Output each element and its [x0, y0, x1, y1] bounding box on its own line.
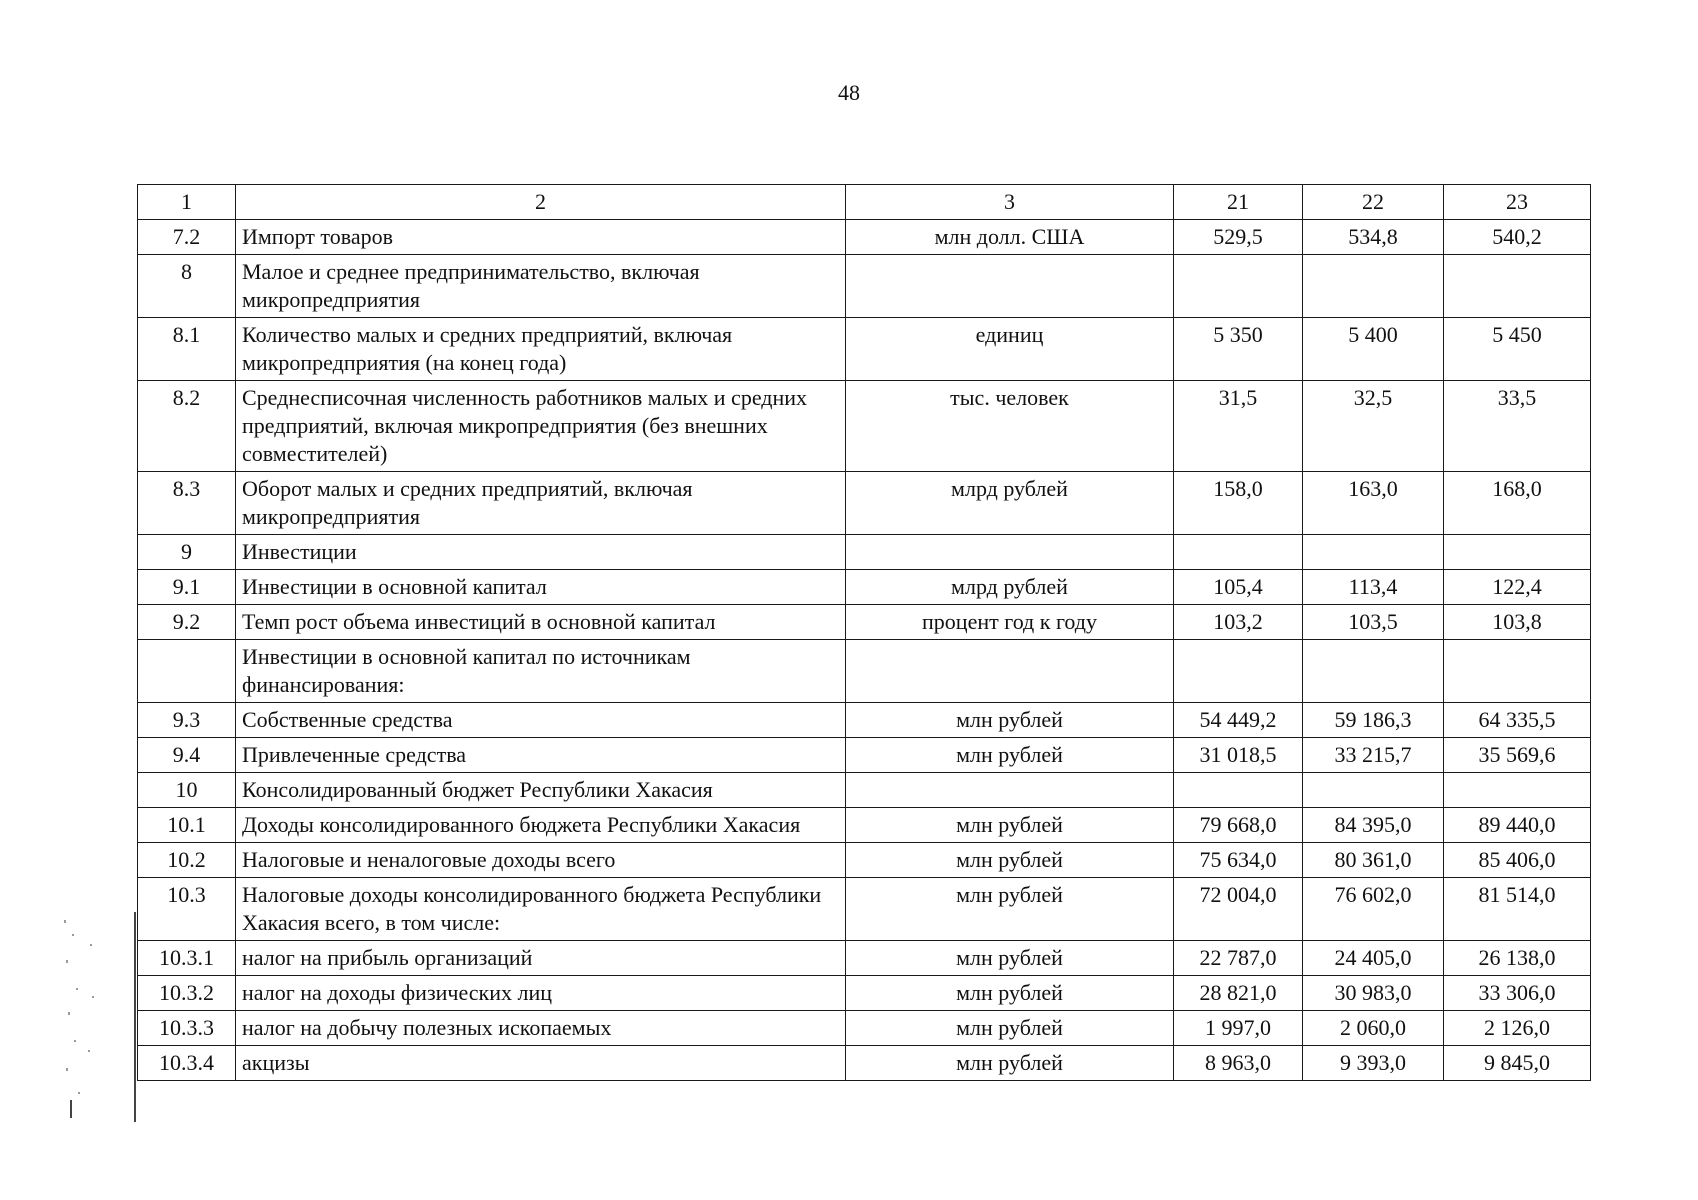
- row-number-cell: 10.3.3: [138, 1011, 236, 1046]
- value-col21-cell: 75 634,0: [1174, 843, 1303, 878]
- table-row: [138, 738, 1591, 773]
- unit-cell: млн рублей: [846, 941, 1174, 976]
- unit-cell: млн рублей: [846, 1046, 1174, 1081]
- indicator-name-cell: Количество малых и средних предприятий, включая микропредприятия (на конец года): [236, 318, 846, 381]
- value-col23-cell: 89 440,0: [1444, 808, 1591, 843]
- table-row: [138, 318, 1591, 381]
- header-cell-name: 2: [236, 185, 846, 220]
- value-col23-cell: 33 306,0: [1444, 976, 1591, 1011]
- value-col23-cell: [1444, 640, 1591, 703]
- unit-cell: [846, 773, 1174, 808]
- value-col22-cell: 9 393,0: [1303, 1046, 1444, 1081]
- value-col21-cell: 103,2: [1174, 605, 1303, 640]
- indicator-name-cell: Доходы консолидированного бюджета Республики Хакасия: [236, 808, 846, 843]
- unit-cell: млн рублей: [846, 843, 1174, 878]
- unit-cell: млн рублей: [846, 976, 1174, 1011]
- unit-cell: млн рублей: [846, 1011, 1174, 1046]
- value-col22-cell: [1303, 773, 1444, 808]
- row-number-cell: 9.1: [138, 570, 236, 605]
- indicator-name-cell: Инвестиции в основной капитал по источникам финансирования:: [236, 640, 846, 703]
- row-number-cell: 8.3: [138, 472, 236, 535]
- table-row: [138, 703, 1591, 738]
- row-number-cell: 10: [138, 773, 236, 808]
- value-col22-cell: [1303, 640, 1444, 703]
- page-number: 48: [838, 80, 860, 105]
- row-number-cell: 9: [138, 535, 236, 570]
- table-row: [138, 640, 1591, 703]
- value-col21-cell: 105,4: [1174, 570, 1303, 605]
- value-col21-cell: 529,5: [1174, 220, 1303, 255]
- table-row: [138, 976, 1591, 1011]
- indicator-name-cell: Привлеченные средства: [236, 738, 846, 773]
- indicator-name-cell: Собственные средства: [236, 703, 846, 738]
- indicator-name-cell: Импорт товаров: [236, 220, 846, 255]
- value-col22-cell: 33 215,7: [1303, 738, 1444, 773]
- row-number-cell: 9.2: [138, 605, 236, 640]
- row-number-cell: 10.3.2: [138, 976, 236, 1011]
- row-number-cell: 7.2: [138, 220, 236, 255]
- value-col23-cell: 5 450: [1444, 318, 1591, 381]
- unit-cell: тыс. человек: [846, 381, 1174, 472]
- indicator-name-cell: налог на прибыль организаций: [236, 941, 846, 976]
- table-row: [138, 773, 1591, 808]
- value-col22-cell: 534,8: [1303, 220, 1444, 255]
- indicator-name-cell: Оборот малых и средних предприятий, включая микропредприятия: [236, 472, 846, 535]
- indicator-name-cell: Инвестиции в основной капитал: [236, 570, 846, 605]
- table-row: [138, 605, 1591, 640]
- indicator-name-cell: Малое и среднее предпринимательство, включая микропредприятия: [236, 255, 846, 318]
- value-col21-cell: 1 997,0: [1174, 1011, 1303, 1046]
- unit-cell: млн рублей: [846, 703, 1174, 738]
- value-col22-cell: 163,0: [1303, 472, 1444, 535]
- value-col23-cell: [1444, 535, 1591, 570]
- value-col23-cell: 26 138,0: [1444, 941, 1591, 976]
- row-number-cell: 9.4: [138, 738, 236, 773]
- scan-margin-marks: [62, 900, 142, 1130]
- value-col21-cell: 8 963,0: [1174, 1046, 1303, 1081]
- header-cell-unit: 3: [846, 185, 1174, 220]
- value-col22-cell: 30 983,0: [1303, 976, 1444, 1011]
- value-col23-cell: 9 845,0: [1444, 1046, 1591, 1081]
- row-number-cell: 10.2: [138, 843, 236, 878]
- value-col23-cell: 81 514,0: [1444, 878, 1591, 941]
- value-col23-cell: [1444, 773, 1591, 808]
- unit-cell: [846, 640, 1174, 703]
- row-number-cell: 10.3: [138, 878, 236, 941]
- value-col23-cell: 35 569,6: [1444, 738, 1591, 773]
- value-col21-cell: [1174, 773, 1303, 808]
- row-number-cell: 10.3.4: [138, 1046, 236, 1081]
- unit-cell: [846, 535, 1174, 570]
- unit-cell: процент год к году: [846, 605, 1174, 640]
- row-number-cell: 8.2: [138, 381, 236, 472]
- value-col23-cell: 64 335,5: [1444, 703, 1591, 738]
- table-row: [138, 808, 1591, 843]
- value-col21-cell: 28 821,0: [1174, 976, 1303, 1011]
- value-col22-cell: 32,5: [1303, 381, 1444, 472]
- row-number-cell: 8: [138, 255, 236, 318]
- table-header-row: [138, 185, 1591, 220]
- table-row: [138, 1046, 1591, 1081]
- value-col23-cell: 540,2: [1444, 220, 1591, 255]
- row-number-cell: 9.3: [138, 703, 236, 738]
- header-cell-number: 1: [138, 185, 236, 220]
- table-row: [138, 381, 1591, 472]
- value-col23-cell: 103,8: [1444, 605, 1591, 640]
- table-row: [138, 878, 1591, 941]
- value-col23-cell: [1444, 255, 1591, 318]
- value-col21-cell: 31,5: [1174, 381, 1303, 472]
- value-col22-cell: 80 361,0: [1303, 843, 1444, 878]
- unit-cell: млн долл. США: [846, 220, 1174, 255]
- value-col21-cell: 54 449,2: [1174, 703, 1303, 738]
- unit-cell: млрд рублей: [846, 472, 1174, 535]
- value-col21-cell: 79 668,0: [1174, 808, 1303, 843]
- header-cell-col21: 21: [1174, 185, 1303, 220]
- value-col21-cell: 22 787,0: [1174, 941, 1303, 976]
- value-col22-cell: 113,4: [1303, 570, 1444, 605]
- value-col23-cell: 2 126,0: [1444, 1011, 1591, 1046]
- value-col21-cell: [1174, 640, 1303, 703]
- indicator-name-cell: налог на добычу полезных ископаемых: [236, 1011, 846, 1046]
- indicator-name-cell: Налоговые доходы консолидированного бюджета Республики Хакасия всего, в том числе:: [236, 878, 846, 941]
- table-row: [138, 220, 1591, 255]
- value-col22-cell: 84 395,0: [1303, 808, 1444, 843]
- value-col21-cell: 158,0: [1174, 472, 1303, 535]
- indicator-name-cell: налог на доходы физических лиц: [236, 976, 846, 1011]
- row-number-cell: 10.1: [138, 808, 236, 843]
- unit-cell: млрд рублей: [846, 570, 1174, 605]
- table-row: [138, 472, 1591, 535]
- table-row: [138, 255, 1591, 318]
- value-col23-cell: 122,4: [1444, 570, 1591, 605]
- table-row: [138, 570, 1591, 605]
- value-col21-cell: 31 018,5: [1174, 738, 1303, 773]
- value-col21-cell: 72 004,0: [1174, 878, 1303, 941]
- value-col22-cell: 59 186,3: [1303, 703, 1444, 738]
- header-cell-col22: 22: [1303, 185, 1444, 220]
- indicator-name-cell: Темп рост объема инвестиций в основной капитал: [236, 605, 846, 640]
- value-col22-cell: 24 405,0: [1303, 941, 1444, 976]
- value-col21-cell: [1174, 535, 1303, 570]
- value-col23-cell: 85 406,0: [1444, 843, 1591, 878]
- value-col23-cell: 33,5: [1444, 381, 1591, 472]
- unit-cell: [846, 255, 1174, 318]
- row-number-cell: 10.3.1: [138, 941, 236, 976]
- table-row: [138, 535, 1591, 570]
- value-col22-cell: 2 060,0: [1303, 1011, 1444, 1046]
- value-col22-cell: 103,5: [1303, 605, 1444, 640]
- row-number-cell: 8.1: [138, 318, 236, 381]
- indicator-name-cell: Инвестиции: [236, 535, 846, 570]
- header-cell-col23: 23: [1444, 185, 1591, 220]
- table-row: [138, 941, 1591, 976]
- indicators-table: [137, 184, 1591, 1081]
- value-col23-cell: 168,0: [1444, 472, 1591, 535]
- unit-cell: млн рублей: [846, 738, 1174, 773]
- value-col21-cell: 5 350: [1174, 318, 1303, 381]
- indicator-name-cell: Налоговые и неналоговые доходы всего: [236, 843, 846, 878]
- unit-cell: млн рублей: [846, 878, 1174, 941]
- row-number-cell: [138, 640, 236, 703]
- indicator-name-cell: Среднесписочная численность работников малых и средних предприятий, включая микропредприятия (без внешних совместителей): [236, 381, 846, 472]
- table-row: [138, 843, 1591, 878]
- value-col22-cell: 5 400: [1303, 318, 1444, 381]
- table-row: [138, 1011, 1591, 1046]
- value-col22-cell: [1303, 535, 1444, 570]
- value-col22-cell: 76 602,0: [1303, 878, 1444, 941]
- value-col21-cell: [1174, 255, 1303, 318]
- indicator-name-cell: акцизы: [236, 1046, 846, 1081]
- unit-cell: единиц: [846, 318, 1174, 381]
- indicator-name-cell: Консолидированный бюджет Республики Хакасия: [236, 773, 846, 808]
- value-col22-cell: [1303, 255, 1444, 318]
- unit-cell: млн рублей: [846, 808, 1174, 843]
